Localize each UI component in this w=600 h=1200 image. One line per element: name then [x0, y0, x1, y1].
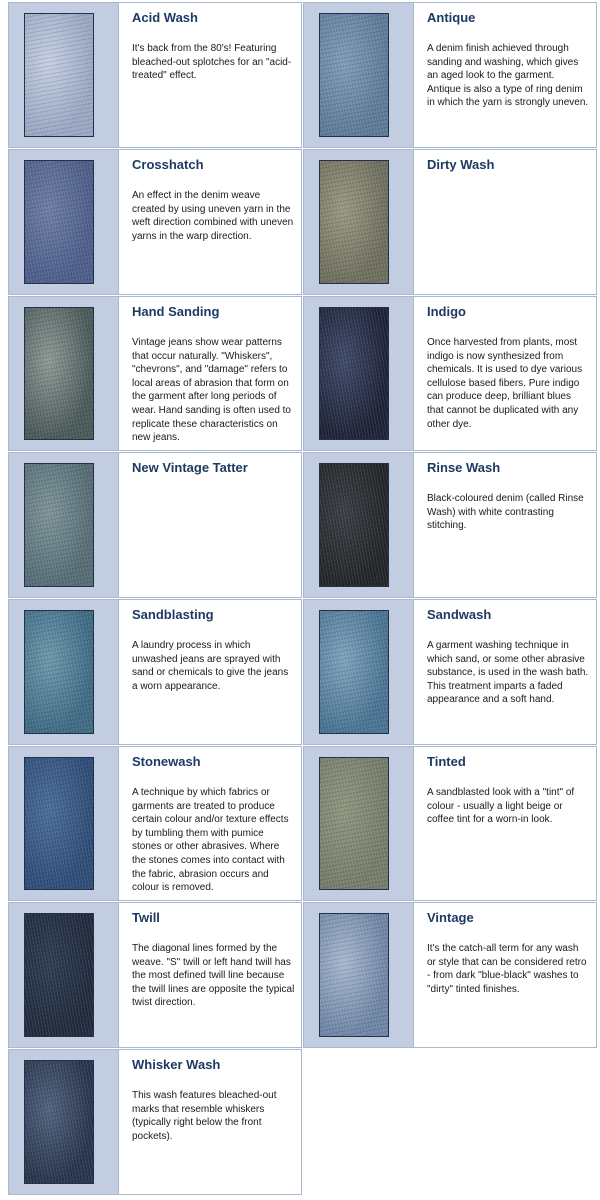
entry-description: A laundry process in which unwashed jeans are sprayed with sand or chemicals to give the jeans a worn appearance.	[132, 640, 289, 692]
entry-title: Rinse Wash	[427, 460, 501, 475]
entry-description: Vintage jeans show wear patterns that occur naturally. "Whiskers", "chevrons", and "damage" refers to local areas of abrasion that form on the garment after long periods of wear. Hand sanding is often used to replicate these characteristics on new jeans.	[132, 337, 291, 444]
denim-swatch-image	[24, 13, 94, 137]
glossary-entry-sandwash	[303, 599, 597, 745]
glossary-entry-antique	[303, 2, 597, 148]
entry-title: Antique	[427, 10, 476, 25]
denim-swatch-image	[24, 307, 94, 440]
entry-description: A garment washing technique in which sand, or some other abrasive substance, is used in the wash bath. This treatment imparts a faded appearance and a soft hand.	[427, 640, 589, 706]
denim-swatch-image	[319, 913, 389, 1037]
entry-description: An effect in the denim weave created by using uneven yarn in the weft direction combined with uneven yarns in the warp direction.	[132, 190, 294, 242]
denim-swatch-image	[24, 610, 94, 734]
glossary-entry-hand-sanding	[8, 296, 302, 451]
glossary-entry-vintage	[303, 902, 597, 1048]
swatch-column	[304, 600, 414, 744]
swatch-column	[9, 297, 119, 450]
entry-description: Black-coloured denim (called Rinse Wash) with white contrasting stitching.	[427, 493, 584, 532]
glossary-entry-stonewash	[8, 746, 302, 901]
swatch-column	[9, 747, 119, 900]
swatch-column	[304, 747, 414, 900]
denim-swatch-image	[319, 463, 389, 587]
entry-title: New Vintage Tatter	[132, 460, 248, 475]
entry-title: Dirty Wash	[427, 157, 495, 172]
entry-title: Sandwash	[427, 607, 492, 622]
denim-swatch-image	[24, 1060, 94, 1184]
swatch-column	[304, 903, 414, 1047]
entry-title: Twill	[132, 910, 160, 925]
entry-title: Whisker Wash	[132, 1057, 221, 1072]
glossary-entry-new-vintage-tatter	[8, 452, 302, 598]
denim-swatch-image	[24, 757, 94, 890]
entry-title: Stonewash	[132, 754, 201, 769]
denim-swatch-image	[319, 610, 389, 734]
entry-title: Hand Sanding	[132, 304, 220, 319]
swatch-column	[304, 453, 414, 597]
swatch-column	[9, 453, 119, 597]
entry-description: A sandblasted look with a "tint" of colour - usually a light beige or coffee tint for a worn-in look.	[427, 787, 575, 826]
glossary-entry-rinse-wash	[303, 452, 597, 598]
swatch-column	[9, 1050, 119, 1194]
entry-description: It's back from the 80's! Featuring bleached-out splotches for an "acid-treated" effect.	[132, 43, 292, 82]
denim-swatch-image	[319, 13, 389, 137]
denim-swatch-image	[24, 160, 94, 284]
swatch-column	[9, 600, 119, 744]
denim-swatch-image	[24, 463, 94, 587]
glossary-entry-acid-wash	[8, 2, 302, 148]
glossary-entry-dirty-wash	[303, 149, 597, 295]
swatch-column	[304, 3, 414, 147]
entry-description: Once harvested from plants, most indigo is now synthesized from chemicals. It is used to dye various cellulose based fibers. Pure indigo can produce deep, brilliant blues that cannot be duplicated with any other dye.	[427, 337, 583, 430]
entry-title: Crosshatch	[132, 157, 204, 172]
entry-title: Acid Wash	[132, 10, 198, 25]
glossary-entry-crosshatch	[8, 149, 302, 295]
swatch-column	[9, 903, 119, 1047]
entry-description: The diagonal lines formed by the weave. "S" twill or left hand twill has the most defined twill line because the twill lines are opposite the typical twist direction.	[132, 943, 295, 1009]
entry-description: This wash features bleached-out marks that resemble whiskers (typically right below the front pockets).	[132, 1090, 277, 1142]
denim-swatch-image	[319, 757, 389, 890]
glossary-entry-twill	[8, 902, 302, 1048]
swatch-column	[304, 297, 414, 450]
denim-swatch-image	[319, 160, 389, 284]
entry-title: Tinted	[427, 754, 466, 769]
entry-description: A technique by which fabrics or garments are treated to produce certain colour and/or texture effects by tumbling them with pumice stones or other abrasives. Where the stones comes into contact with the fabric, abrasion occurs and colour is removed.	[132, 787, 289, 894]
entry-title: Indigo	[427, 304, 466, 319]
glossary-entry-indigo	[303, 296, 597, 451]
denim-swatch-image	[24, 913, 94, 1037]
denim-swatch-image	[319, 307, 389, 440]
glossary-entry-whisker-wash	[8, 1049, 302, 1195]
entry-description: It's the catch-all term for any wash or style that can be considered retro - from dark "blue-black" washes to "dirty" tinted finishes.	[427, 943, 587, 995]
swatch-column	[9, 3, 119, 147]
entry-title: Sandblasting	[132, 607, 214, 622]
entry-title: Vintage	[427, 910, 474, 925]
entry-description: A denim finish achieved through sanding and washing, which gives an aged look to the garment. Antique is also a type of ring denim in which the yarn is strongly uneven.	[427, 43, 589, 109]
glossary-entry-tinted	[303, 746, 597, 901]
swatch-column	[9, 150, 119, 294]
swatch-column	[304, 150, 414, 294]
glossary-entry-sandblasting	[8, 599, 302, 745]
